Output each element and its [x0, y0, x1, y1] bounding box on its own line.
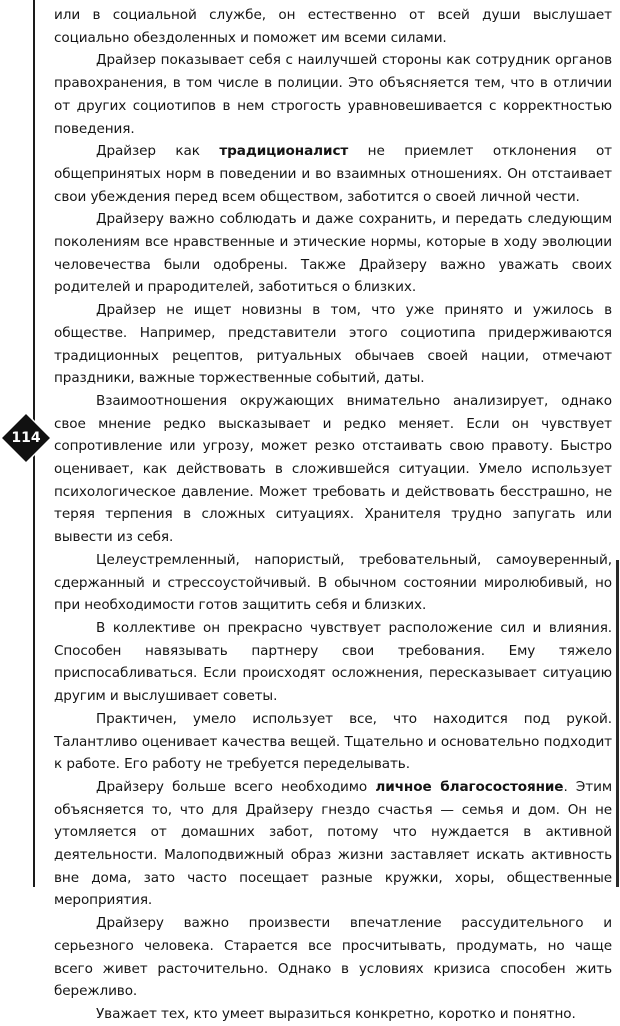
paragraph-12 [54, 1003, 612, 1026]
paragraph-7-text: Целеустремленный, напористый, требовательный, самоуверенный, сдержанный и стрессоустойчивый. В обычном состоянии миролюбивый, но при необходимости готов защитить себя и близких. [54, 551, 612, 614]
paragraph-4 [54, 208, 612, 299]
paragraph-3 [54, 140, 612, 208]
paragraph-1-text: или в социальной службе, он естественно от всей души выслушает социально обездоленных и поможет им всеми силами. [54, 7, 612, 46]
paragraph-1 [54, 4, 612, 49]
paragraph-3-text-a: Драйзер как [96, 143, 220, 160]
paragraph-3-text-b: не приемлет отклонения от общепринятых норм в поведении и во взаимных отношениях. Он отстаивает свои убеждения перед всем обществом, заботится о своей личной чести. [54, 143, 612, 205]
paragraph-2-text: Драйзер показывает себя с наилучшей стороны как сотрудник органов правохранения, в том числе в полиции. Это объясняется тем, что в отличии от других социотипов в нем строгость уравновешивается с корректностью поведения. [54, 52, 612, 137]
paragraph-6-text: Взаимоотношения окружающих внимательно анализирует, однако свое мнение редко высказывает и редко меняет. Если он чувствует сопротивление или угрозу, может резко отстаивать свою правоту. Быстро оценивает, как действовать в сложившейся ситуации. Умело использует психологическое давление. Может требовать и действовать бесстрашно, не теряя терпения в сложных ситуациях. Хранителя трудно запугать или вывести из себя. [54, 392, 612, 546]
page-edge-shadow [616, 560, 619, 887]
paragraph-9-text: Практичен, умело использует все, что находится под рукой. Талантливо оценивает качества вещей. Тщательно и основательно подходит к работе. Его работу не требуется переделывать. [54, 710, 612, 773]
body-text [54, 4, 612, 1026]
paragraph-10-text-b: . Этим объясняется то, что для Драйзеру гнездо счастья — семья и дом. Он не утомляется от домашних забот, потому что нуждается в активной деятельности. Малоподвижный образ жизни заставляет искать активность вне дома, зато часто посещает разные кружки, хоры, общественные мероприятия. [54, 778, 613, 909]
paragraph-8-text: В коллективе он прекрасно чувствует расположение сил и влияния. Способен навязывать партнеру свои требования. Ему тяжело приспосабливаться. Если происходят осложнения, пересказывает ситуацию другим и выслушивает советы. [54, 619, 612, 705]
paragraph-9 [54, 708, 612, 776]
term-traditionalist: традиционалист [219, 143, 349, 160]
paragraph-11-text: Драйзеру важно произвести впечатление рассудительного и серьезного человека. Старается все просчитывать, продумать, но чаще всего живет расточительно. Однако в условиях кризиса способен жить бережливо. [54, 915, 612, 1000]
paragraph-12-text: Уважает тех, кто умеет выразиться конкретно, коротко и понятно. [96, 1005, 576, 1022]
paragraph-10 [54, 776, 612, 912]
paragraph-2 [54, 49, 612, 140]
paragraph-4-text: Драйзеру важно соблюдать и даже сохранить, и передать следующим поколениям все нравственные и этические нормы, которые в ходу эволюции человечества были одобрены. Также Драйзеру важно уважать своих родителей и прародителей, заботиться о близких. [54, 211, 612, 296]
paragraph-8 [54, 617, 612, 708]
paragraph-5 [54, 299, 612, 390]
paragraph-11 [54, 912, 612, 1003]
page-number: 114 [11, 430, 41, 446]
paragraph-5-text: Драйзер не ищет новизны в том, что уже принято и ужилось в обществе. Например, представители этого социотипа придерживаются традиционных рецептов, ритуальных обычаев своей нации, отмечают праздники, важные торжественные событий, даты. [54, 302, 612, 387]
paragraph-6 [54, 390, 612, 549]
paragraph-7 [54, 549, 612, 617]
term-personal-wellbeing: личное благосостояние [375, 778, 564, 795]
paragraph-10-text-a: Драйзеру больше всего необходимо [96, 778, 376, 795]
page-number-badge [0, 412, 52, 464]
